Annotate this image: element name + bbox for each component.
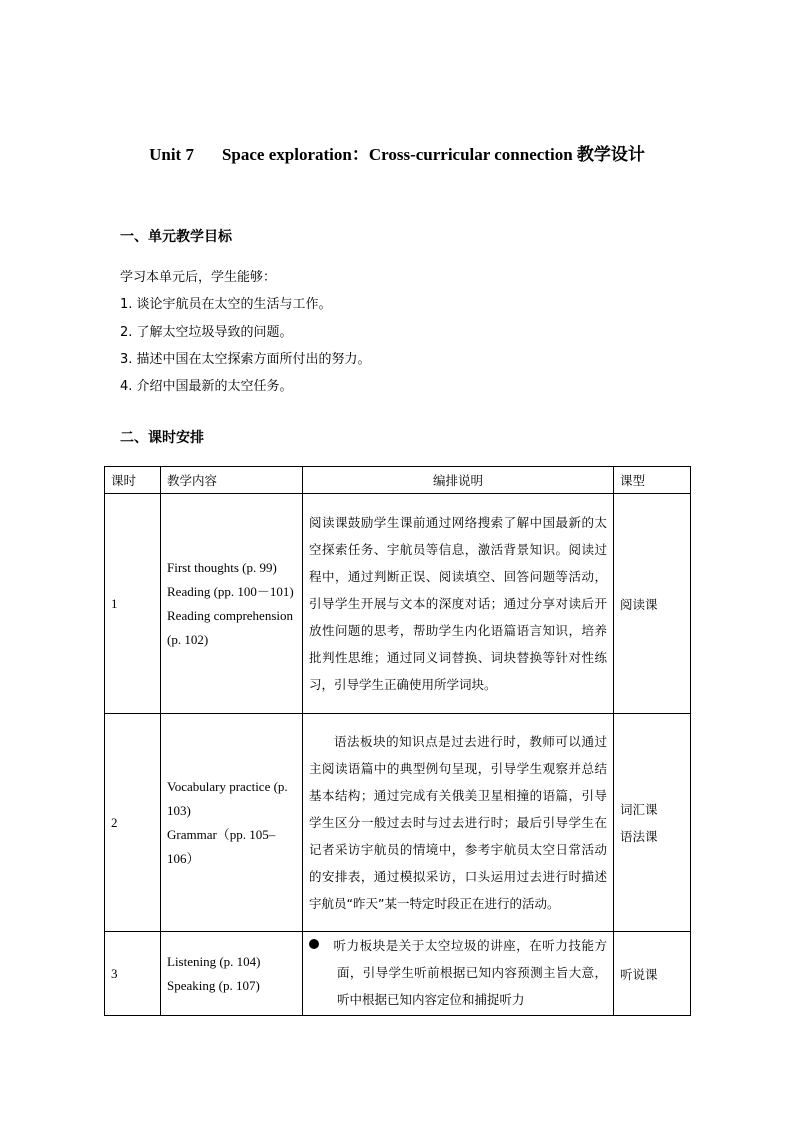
period-number: 3 [105, 932, 161, 1016]
lesson-content [161, 494, 303, 714]
table-row [105, 932, 691, 1016]
content-item: Reading comprehension (p. 102) [167, 607, 293, 647]
schedule-table [104, 466, 691, 1016]
bullet-icon [309, 939, 319, 949]
lesson-description [303, 714, 614, 932]
type-label: 词汇课 [620, 801, 658, 817]
period-number: 2 [105, 714, 161, 932]
content-item: Speaking (p. 107) [167, 977, 260, 993]
title-unit: Unit 7 [149, 145, 194, 164]
section2-heading: 二、课时安排 [120, 430, 204, 446]
content-item: First thoughts (p. 99) [167, 559, 277, 575]
lesson-type [614, 494, 691, 714]
lesson-description [303, 494, 614, 714]
lesson-type [614, 932, 691, 1016]
content-item: Grammar（pp. 105–106） [167, 826, 276, 866]
lesson-type [614, 714, 691, 932]
description-text: 语法板块的知识点是过去进行时，教师可以通过主阅读语篇中的典型例句呈现，引导学生观察并总结基本结构；通过完成有关俄美卫星相撞的语篇，引导学生区分一般过去时与过去进行时；最后引导学生在记者采访宇航员的情境中，参考宇航员太空日常活动的安排表，通过模拟采访，口头运用过去进行时描述宇航员“昨天”某一特定时段正在进行的活动。 [309, 734, 607, 911]
title-topic: Space exploration：Cross-curricular connection 教学设计 [221, 145, 645, 164]
goal-item: 4. 介绍中国最新的太空任务。 [120, 379, 293, 394]
header-cell-content: 教学内容 [161, 467, 303, 494]
table-row [105, 714, 691, 932]
lesson-description [303, 932, 614, 1016]
goal-item: 2. 了解太空垃圾导致的问题。 [120, 325, 293, 340]
content-item: Reading (pp. 100－101) [167, 583, 294, 599]
description-bullet-item [309, 932, 607, 1013]
content-item: Vocabulary practice (p. 103) [167, 778, 288, 818]
description-text: 阅读课鼓励学生课前通过网络搜索了解中国最新的太空探索任务、宇航员等信息，激活背景知识。阅读过程中，通过判断正误、阅读填空、回答问题等活动，引导学生开展与文本的深度对话；通过分享对读后开放性问题的思考，帮助学生内化语篇语言知识，培养批判性思维；通过同义词替换、词块替换等针对性练习，引导学生正确使用所学词块。 [309, 515, 607, 692]
section1-heading: 一、单元教学目标 [120, 229, 232, 245]
description-text: 听力板块是关于太空垃圾的讲座，在听力技能方面，引导学生听前根据已知内容预测主旨大意，听中根据已知内容定位和捕捉听力 [333, 938, 607, 1007]
lesson-content [161, 932, 303, 1016]
goals-intro: 学习本单元后，学生能够： [120, 270, 277, 285]
goal-item: 3. 描述中国在太空探索方面所付出的努力。 [120, 352, 371, 367]
type-label: 阅读课 [620, 596, 658, 612]
header-cell-description: 编排说明 [303, 467, 614, 494]
table-row [105, 494, 691, 714]
period-number: 1 [105, 494, 161, 714]
type-label: 听说课 [620, 966, 658, 982]
lesson-content [161, 714, 303, 932]
document-title [0, 140, 794, 165]
table-header-row [105, 467, 691, 494]
type-label: 语法课 [620, 828, 658, 844]
goal-item: 1. 谈论宇航员在太空的生活与工作。 [120, 297, 332, 312]
content-item: Listening (p. 104) [167, 953, 261, 969]
header-cell-type: 课型 [614, 467, 691, 494]
header-cell-period: 课时 [105, 467, 161, 494]
